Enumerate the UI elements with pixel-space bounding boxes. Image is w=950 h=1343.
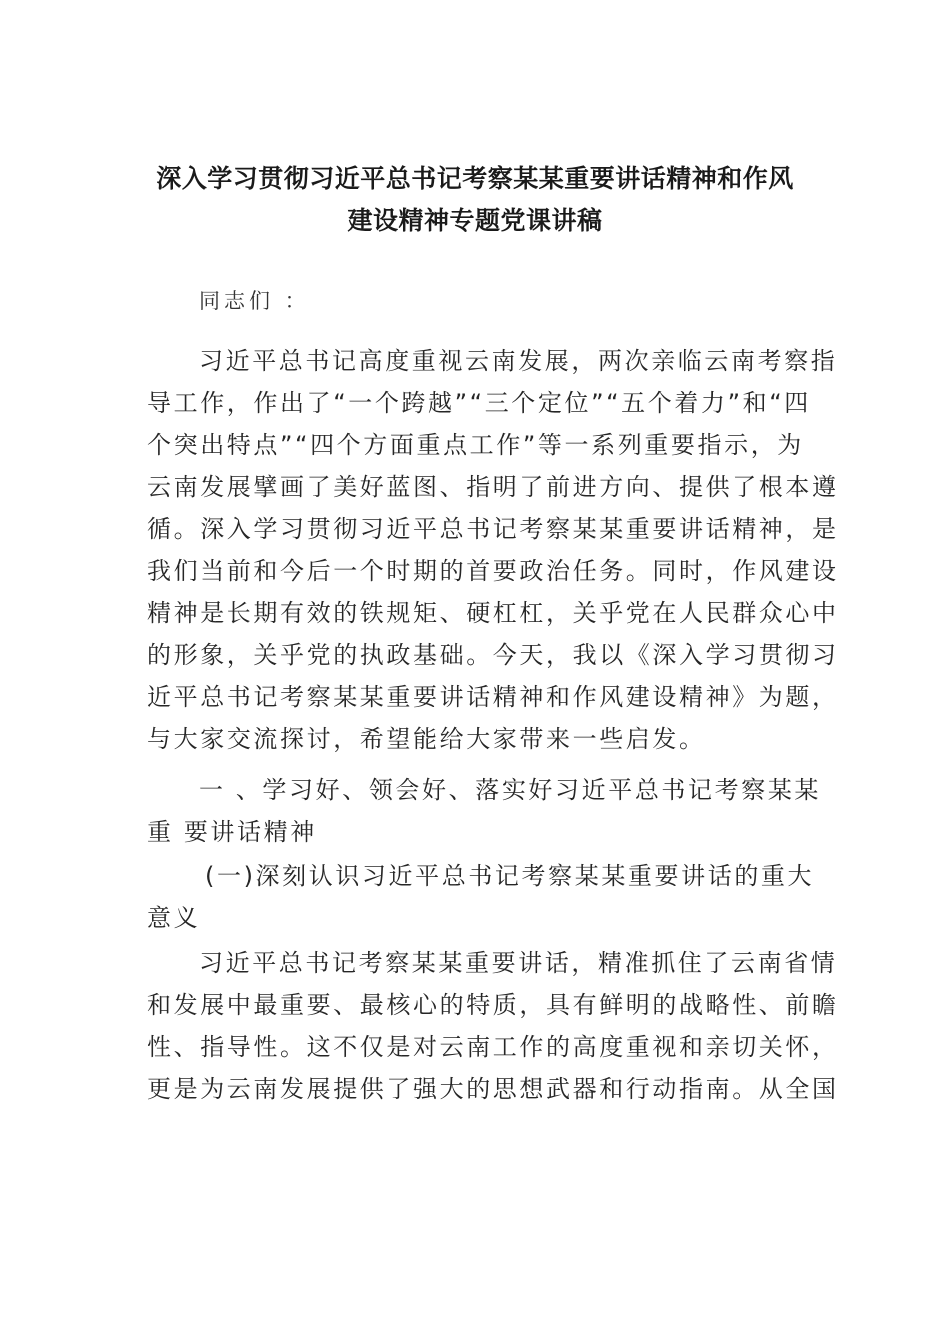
section-heading-1	[147, 769, 821, 853]
salutation: 同志们 ：	[199, 289, 310, 313]
paragraph-line: 个突出特点”“四个方面重点工作”等一系列重要指示，为	[147, 431, 804, 459]
heading-line: 意义	[147, 904, 201, 932]
paragraph-line: 近平总书记考察某某重要讲话精神和作风建设精神》为题，	[147, 683, 839, 711]
paragraph-significance	[147, 942, 839, 1110]
heading-line: (一)深刻认识习近平总书记考察某某重要讲话的重大	[205, 862, 815, 890]
heading-line: 重 要讲话精神	[147, 818, 317, 846]
paragraph-line: 更是为云南发展提供了强大的思想武器和行动指南。从全国	[147, 1075, 839, 1103]
title-line-1: 深入学习贯彻习近平总书记考察某某重要讲话精神和作风	[156, 164, 794, 193]
paragraph-line: 和发展中最重要、最核心的特质，具有鲜明的战略性、前瞻	[147, 991, 839, 1019]
document-title	[120, 158, 830, 242]
paragraph-line: 与大家交流探讨，希望能给大家带来一些启发。	[147, 725, 706, 753]
paragraph-line: 习近平总书记高度重视云南发展，两次亲临云南考察指	[199, 347, 838, 375]
paragraph-line: 云南发展擘画了美好蓝图、指明了前进方向、提供了根本遵	[147, 473, 839, 501]
paragraph-line: 循。深入学习贯彻习近平总书记考察某某重要讲话精神，是	[147, 515, 839, 543]
subsection-heading-1	[147, 855, 814, 939]
paragraph-intro	[147, 340, 839, 760]
title-line-2: 建设精神专题党课讲稿	[347, 206, 603, 235]
paragraph-line: 我们当前和今后一个时期的首要政治任务。同时，作风建设	[147, 557, 839, 585]
paragraph-line: 的形象，关乎党的执政基础。今天，我以《深入学习贯彻习	[147, 641, 839, 669]
paragraph-line: 精神是长期有效的铁规矩、硬杠杠，关乎党在人民群众心中	[147, 599, 839, 627]
paragraph-line: 习近平总书记考察某某重要讲话，精准抓住了云南省情	[199, 949, 838, 977]
heading-line: 一 、学习好、领会好、落实好习近平总书记考察某某	[199, 776, 822, 804]
paragraph-line: 导工作，作出了“一个跨越”“三个定位”“五个着力”和“四	[147, 389, 811, 417]
paragraph-line: 性、指导性。这不仅是对云南工作的高度重视和亲切关怀，	[147, 1033, 839, 1061]
